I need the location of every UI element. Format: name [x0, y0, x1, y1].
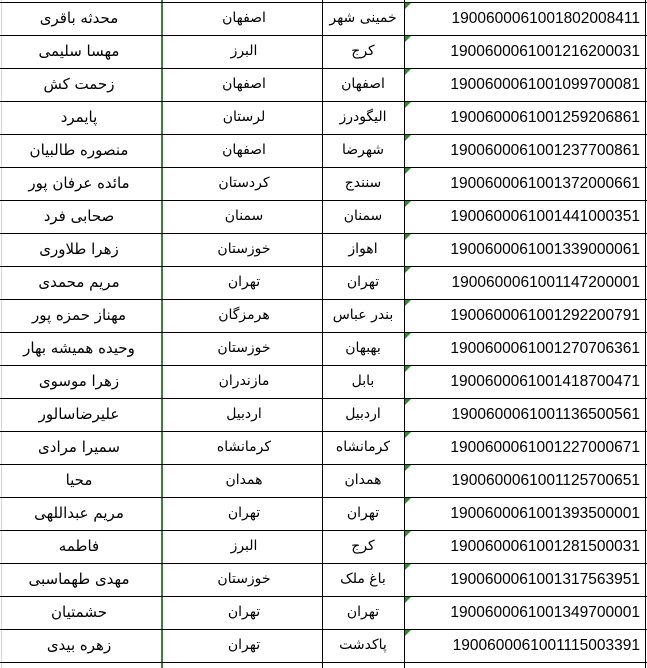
code-cell[interactable]: 1900600061001227000671: [450, 439, 640, 456]
province-cell[interactable]: تهران: [227, 604, 261, 620]
code-cell[interactable]: 1900600061001317563951: [450, 571, 640, 588]
number-as-text-indicator-icon: [405, 3, 411, 9]
code-cell[interactable]: 1900600061001349700001: [450, 604, 640, 621]
name-cell[interactable]: علیرضاسالور: [38, 405, 120, 423]
province-cell[interactable]: همدان: [225, 472, 263, 488]
city-cell[interactable]: بهبهان: [345, 340, 381, 356]
province-cell[interactable]: البرز: [230, 43, 258, 59]
city-cell[interactable]: الیگودرز: [339, 109, 387, 125]
table-row: [0, 2, 647, 35]
name-cell[interactable]: مریم محمدی: [38, 273, 120, 291]
row-border: [0, 662, 647, 663]
province-cell[interactable]: تهران: [227, 637, 261, 653]
table-row: [0, 68, 647, 101]
name-cell[interactable]: فاطمه: [58, 537, 100, 555]
name-cell[interactable]: محدثه باقری: [39, 9, 119, 27]
code-cell[interactable]: 1900600061001372000661: [450, 175, 640, 192]
table-row: [0, 596, 647, 629]
row-border: [0, 68, 647, 69]
province-cell[interactable]: هرمزگان: [218, 307, 270, 323]
number-as-text-indicator-icon: [405, 630, 411, 636]
code-cell[interactable]: 1900600061001237700861: [450, 142, 640, 159]
city-cell[interactable]: اصفهان: [341, 76, 385, 92]
number-as-text-indicator-icon: [405, 267, 411, 273]
number-as-text-indicator-icon: [405, 366, 411, 372]
name-cell[interactable]: زهره بیدی: [46, 636, 112, 654]
name-cell[interactable]: مهسا سلیمی: [38, 42, 120, 60]
name-cell[interactable]: پایمرد: [60, 108, 98, 126]
number-as-text-indicator-icon: [405, 399, 411, 405]
code-cell[interactable]: 1900600061001393500001: [450, 505, 640, 522]
row-border: [0, 332, 647, 333]
city-cell[interactable]: تهران: [346, 274, 380, 290]
table-row: [0, 101, 647, 134]
code-cell[interactable]: 1900600061001136500561: [451, 406, 640, 423]
row-border: [0, 464, 647, 465]
row-border: [0, 398, 647, 399]
row-border: [0, 530, 647, 531]
number-as-text-indicator-icon: [405, 465, 411, 471]
code-cell[interactable]: 1900600061001802008411: [451, 10, 640, 27]
row-border: [0, 101, 647, 102]
province-cell[interactable]: خوزستان: [217, 571, 271, 587]
city-cell[interactable]: بندر عباس: [332, 307, 394, 323]
city-cell[interactable]: سمنان: [343, 208, 383, 224]
number-as-text-indicator-icon: [405, 234, 411, 240]
city-cell[interactable]: اهواز: [348, 241, 378, 257]
code-cell[interactable]: 1900600061001259206861: [450, 109, 640, 126]
city-cell[interactable]: سنندج: [344, 175, 382, 191]
province-cell[interactable]: خوزستان: [217, 340, 271, 356]
name-cell[interactable]: سمیرا مرادی: [38, 438, 120, 456]
table-row: [0, 299, 647, 332]
province-cell[interactable]: کردستان: [218, 175, 270, 191]
row-border: [0, 365, 647, 366]
name-cell[interactable]: زهرا موسوی: [38, 372, 120, 390]
number-as-text-indicator-icon: [405, 597, 411, 603]
name-cell[interactable]: زحمت کش: [43, 75, 115, 93]
number-as-text-indicator-icon: [405, 564, 411, 570]
name-cell[interactable]: وحیده همیشه بهار: [23, 339, 135, 357]
province-cell[interactable]: البرز: [230, 538, 258, 554]
table-row: [0, 332, 647, 365]
number-as-text-indicator-icon: [405, 102, 411, 108]
city-cell[interactable]: بابل: [351, 373, 375, 389]
number-as-text-indicator-icon: [405, 498, 411, 504]
city-cell[interactable]: کرج: [351, 43, 375, 59]
code-cell[interactable]: 1900600061001115003391: [452, 637, 640, 654]
name-cell[interactable]: مریم عبداللهی: [34, 504, 124, 522]
name-cell[interactable]: مهدی طهماسبی: [28, 570, 130, 588]
province-cell[interactable]: تهران: [227, 274, 261, 290]
row-border: [0, 431, 647, 432]
row-border: [0, 629, 647, 630]
table-row: [0, 464, 647, 497]
province-cell[interactable]: اصفهان: [222, 76, 266, 92]
city-cell[interactable]: شهرضا: [341, 142, 385, 158]
code-cell[interactable]: 1900600061001441000351: [450, 208, 640, 225]
province-cell[interactable]: خوزستان: [217, 241, 271, 257]
row-border: [0, 233, 647, 234]
city-cell[interactable]: پاکدشت: [339, 637, 387, 653]
city-cell[interactable]: کرج: [351, 538, 375, 554]
row-border: [0, 266, 647, 267]
row-border: [0, 200, 647, 201]
number-as-text-indicator-icon: [405, 531, 411, 537]
number-as-text-indicator-icon: [405, 69, 411, 75]
number-as-text-indicator-icon: [405, 36, 411, 42]
table-row: [0, 233, 647, 266]
city-cell[interactable]: همدان: [344, 472, 382, 488]
name-cell[interactable]: صحابی فرد: [43, 207, 115, 225]
name-cell[interactable]: حشمتیان: [51, 603, 107, 621]
province-cell[interactable]: سمنان: [224, 208, 264, 224]
province-cell[interactable]: لرستان: [222, 109, 266, 125]
code-cell[interactable]: 1900600061001216200031: [450, 43, 640, 60]
code-cell[interactable]: 1900600061001270706361: [450, 340, 640, 357]
city-cell[interactable]: اردبیل: [345, 406, 381, 422]
province-cell[interactable]: اصفهان: [222, 10, 266, 26]
province-cell[interactable]: تهران: [227, 505, 261, 521]
name-cell[interactable]: زهرا طلاوری: [39, 240, 119, 258]
table-row: [0, 530, 647, 563]
table-row: [0, 134, 647, 167]
row-border: [0, 563, 647, 564]
number-as-text-indicator-icon: [405, 432, 411, 438]
province-cell[interactable]: کرمانشاه: [216, 439, 272, 455]
row-border: [0, 596, 647, 597]
row-border: [0, 299, 647, 300]
city-cell[interactable]: تهران: [346, 505, 380, 521]
table-row: [0, 431, 647, 464]
city-cell[interactable]: باغ ملک: [340, 571, 386, 587]
code-cell[interactable]: 1900600061001418700471: [450, 373, 640, 390]
code-cell[interactable]: 1900600061001099700081: [450, 76, 640, 93]
number-as-text-indicator-icon: [405, 333, 411, 339]
row-border: [0, 167, 647, 168]
row-border: [0, 35, 647, 36]
name-cell[interactable]: مهناز حمزه پور: [31, 306, 127, 324]
table-row: [0, 266, 647, 299]
code-cell[interactable]: 1900600061001292200791: [450, 307, 640, 324]
name-cell[interactable]: محیا: [65, 471, 93, 489]
table-row: [0, 398, 647, 431]
province-cell[interactable]: مازندران: [218, 373, 270, 389]
row-border: [0, 134, 647, 135]
table-row: [0, 563, 647, 596]
name-cell[interactable]: منصوره طالبیان: [29, 141, 129, 159]
row-border: [0, 2, 647, 3]
table-row: [0, 629, 647, 662]
province-cell[interactable]: اردبیل: [226, 406, 262, 422]
table-row: [0, 497, 647, 530]
number-as-text-indicator-icon: [405, 135, 411, 141]
number-as-text-indicator-icon: [405, 300, 411, 306]
number-as-text-indicator-icon: [405, 201, 411, 207]
number-as-text-indicator-icon: [405, 168, 411, 174]
table-row: [0, 365, 647, 398]
code-cell[interactable]: 1900600061001339000061: [450, 241, 640, 258]
table-row: [0, 35, 647, 68]
province-cell[interactable]: اصفهان: [222, 142, 266, 158]
table-row: [0, 167, 647, 200]
city-cell[interactable]: خمینی شهر: [329, 10, 397, 26]
name-cell[interactable]: مائده عرفان پور: [28, 174, 130, 192]
city-cell[interactable]: کرمانشاه: [335, 439, 391, 455]
code-cell[interactable]: 1900600061001281500031: [450, 538, 640, 555]
code-cell[interactable]: 1900600061001147200001: [451, 274, 640, 291]
table-row: [0, 200, 647, 233]
row-border: [0, 497, 647, 498]
city-cell[interactable]: تهران: [346, 604, 380, 620]
code-cell[interactable]: 1900600061001125700651: [451, 472, 640, 489]
